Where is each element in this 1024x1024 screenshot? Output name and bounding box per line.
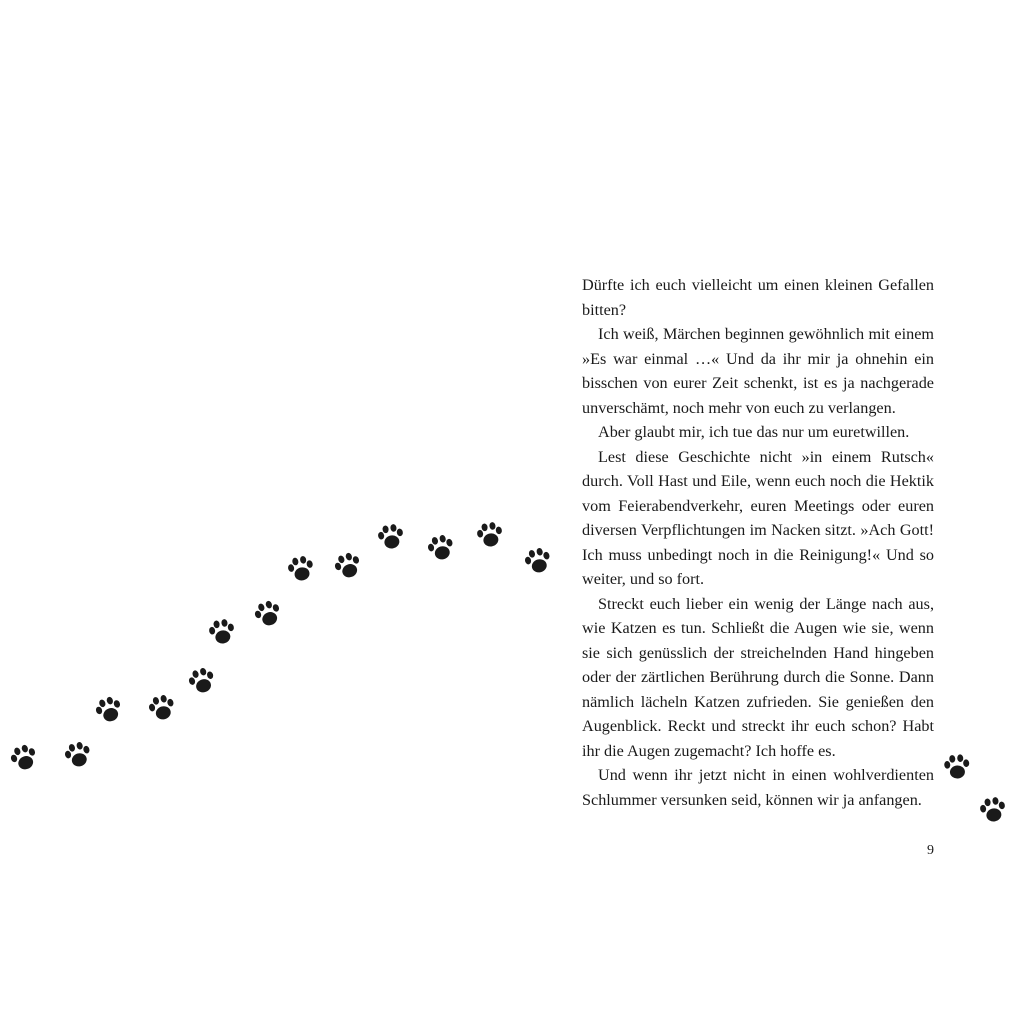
paw-print-icon bbox=[520, 543, 557, 580]
paragraph: Lest diese Geschichte nicht »in einem Rutsch« durch. Voll Hast und Eile, wenn euch noch die Hektik vom Feierabendverkehr, euren Meetings oder euren diversen Verpflichtungen im Nacken sitzt. »Ach Gott! Ich muss unbedingt noch in die Reinigung!« Und so weiter, und so fort. bbox=[582, 447, 934, 588]
paragraph: Dürfte ich euch vielleicht um einen kleinen Gefallen bitten? bbox=[582, 276, 934, 319]
paw-print-icon bbox=[283, 551, 319, 587]
paw-print-icon bbox=[249, 595, 287, 633]
paw-print-icon bbox=[473, 518, 508, 553]
paw-print-icon bbox=[5, 739, 43, 777]
paw-print-icon bbox=[183, 662, 221, 700]
paw-print-icon bbox=[144, 690, 181, 727]
body-text bbox=[582, 273, 934, 812]
paragraph: Streckt euch lieber ein wenig der Länge nach aus, wie Katzen es tun. Schließt die Augen wie sie, wenn sie sich genüsslich der streichelnden Hand hingeben oder der zärtlichen Berührung durch die Sonne. Dann nämlich lächeln Katzen zufrieden. Sie genießen den Augenblick. Reckt und streckt ihr euch schon? Habt ihr die Augen zugemacht? Ich hoffe es. bbox=[582, 594, 934, 760]
paw-print-icon bbox=[941, 751, 974, 784]
page-number: 9 bbox=[927, 843, 934, 858]
paragraph: Und wenn ihr jetzt nicht in einen wohlverdienten Schlummer versunken seid, können wir ja anfangen. bbox=[582, 766, 934, 809]
paw-print-icon bbox=[374, 520, 409, 555]
paw-print-icon bbox=[423, 530, 460, 567]
paw-print-icon bbox=[976, 793, 1011, 828]
paragraph: Ich weiß, Märchen beginnen gewöhnlich mit einem »Es war einmal …« Und da ihr mir ja ohnehin ein bisschen von eurer Zeit schenkt, ist es ja nachgerade unverschämt, noch mehr von euch zu verlangen. bbox=[582, 325, 934, 417]
paw-print-icon bbox=[205, 615, 240, 650]
paw-print-icon bbox=[60, 737, 97, 774]
paragraph: Aber glaubt mir, ich tue das nur um euretwillen. bbox=[598, 423, 910, 441]
paw-print-icon bbox=[90, 691, 128, 729]
paw-print-icon bbox=[329, 547, 367, 585]
